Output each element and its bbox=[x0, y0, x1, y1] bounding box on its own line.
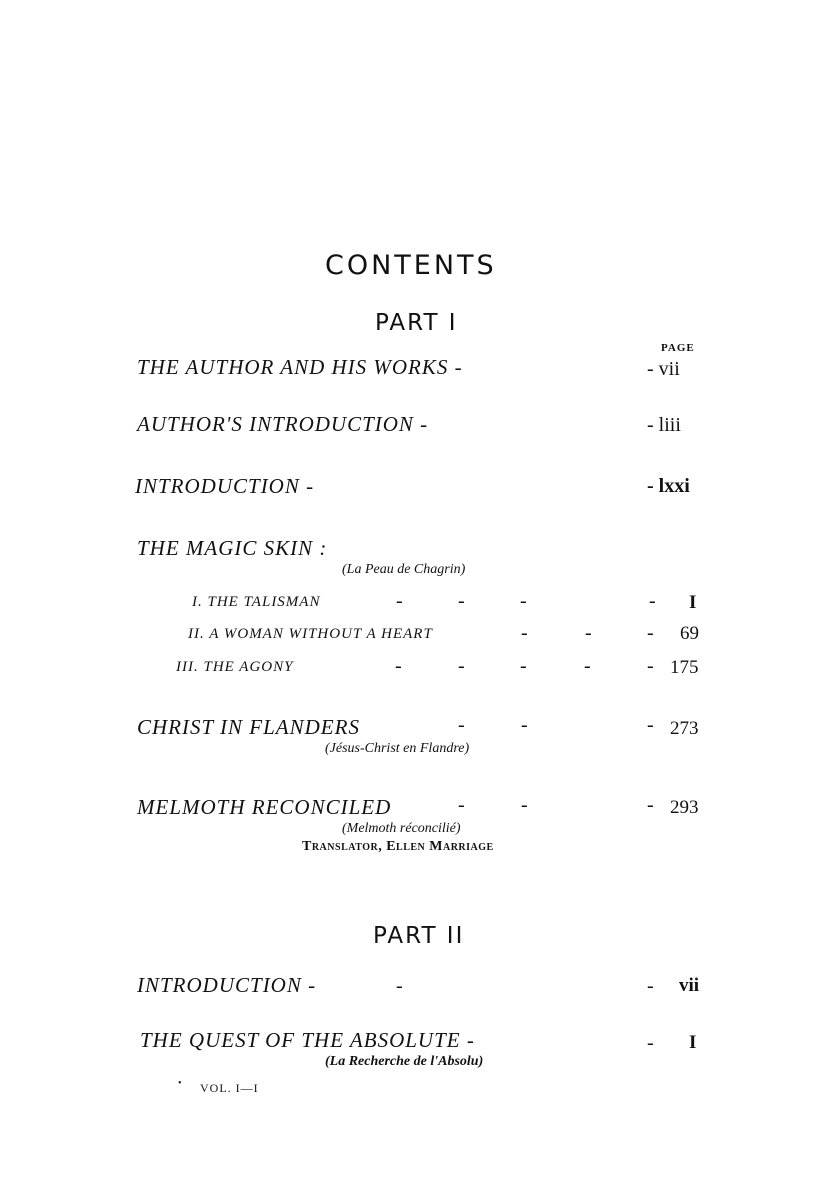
translator-credit: Translator, Ellen Marriage bbox=[302, 839, 494, 854]
part-two-heading: PART II bbox=[373, 923, 465, 949]
page-agony: 175 bbox=[670, 657, 699, 678]
subtitle-christ-in-flanders: (Jésus-Christ en Flandre) bbox=[325, 741, 470, 756]
entry-introduction-part-two: INTRODUCTION - bbox=[137, 973, 317, 997]
subtitle-quest-of-absolute: (La Recherche de l'Absolu) bbox=[325, 1054, 484, 1069]
entry-author-works: THE AUTHOR AND HIS WORKS - bbox=[137, 355, 463, 379]
signature-mark: • bbox=[178, 1078, 182, 1089]
entry-melmoth-reconciled: MELMOTH RECONCILED bbox=[137, 795, 392, 819]
subtitle-magic-skin: (La Peau de Chagrin) bbox=[342, 562, 466, 577]
page-melmoth-reconciled: 293 bbox=[670, 797, 699, 818]
entry-author-introduction: AUTHOR'S INTRODUCTION - bbox=[137, 412, 429, 436]
page-author-works: - vii bbox=[647, 358, 680, 380]
entry-magic-skin: THE MAGIC SKIN : bbox=[137, 536, 328, 560]
subtitle-melmoth-reconciled: (Melmoth réconcilié) bbox=[342, 821, 461, 836]
entry-woman-without-heart: II. A WOMAN WITHOUT A HEART bbox=[188, 626, 433, 642]
entry-talisman: I. THE TALISMAN bbox=[192, 594, 321, 610]
page-title: CONTENTS bbox=[325, 250, 497, 281]
page-quest-of-absolute: I bbox=[689, 1032, 697, 1053]
entry-agony: III. THE AGONY bbox=[176, 659, 294, 675]
page-woman-without-heart: 69 bbox=[680, 623, 699, 644]
part-one-heading: PART I bbox=[375, 310, 458, 336]
page-introduction-part-one: - lxxi bbox=[647, 475, 690, 497]
page-christ-in-flanders: 273 bbox=[670, 718, 699, 739]
page-introduction-part-two: vii bbox=[679, 975, 700, 996]
page-column-label: PAGE bbox=[661, 342, 695, 354]
page-talisman: I bbox=[689, 592, 697, 613]
entry-quest-of-absolute: THE QUEST OF THE ABSOLUTE - bbox=[140, 1028, 475, 1052]
entry-introduction-part-one: INTRODUCTION - bbox=[135, 474, 315, 498]
footer-signature: VOL. I—I bbox=[200, 1081, 259, 1095]
entry-christ-in-flanders: CHRIST IN FLANDERS bbox=[137, 715, 360, 739]
page-author-introduction: - liii bbox=[647, 414, 681, 436]
